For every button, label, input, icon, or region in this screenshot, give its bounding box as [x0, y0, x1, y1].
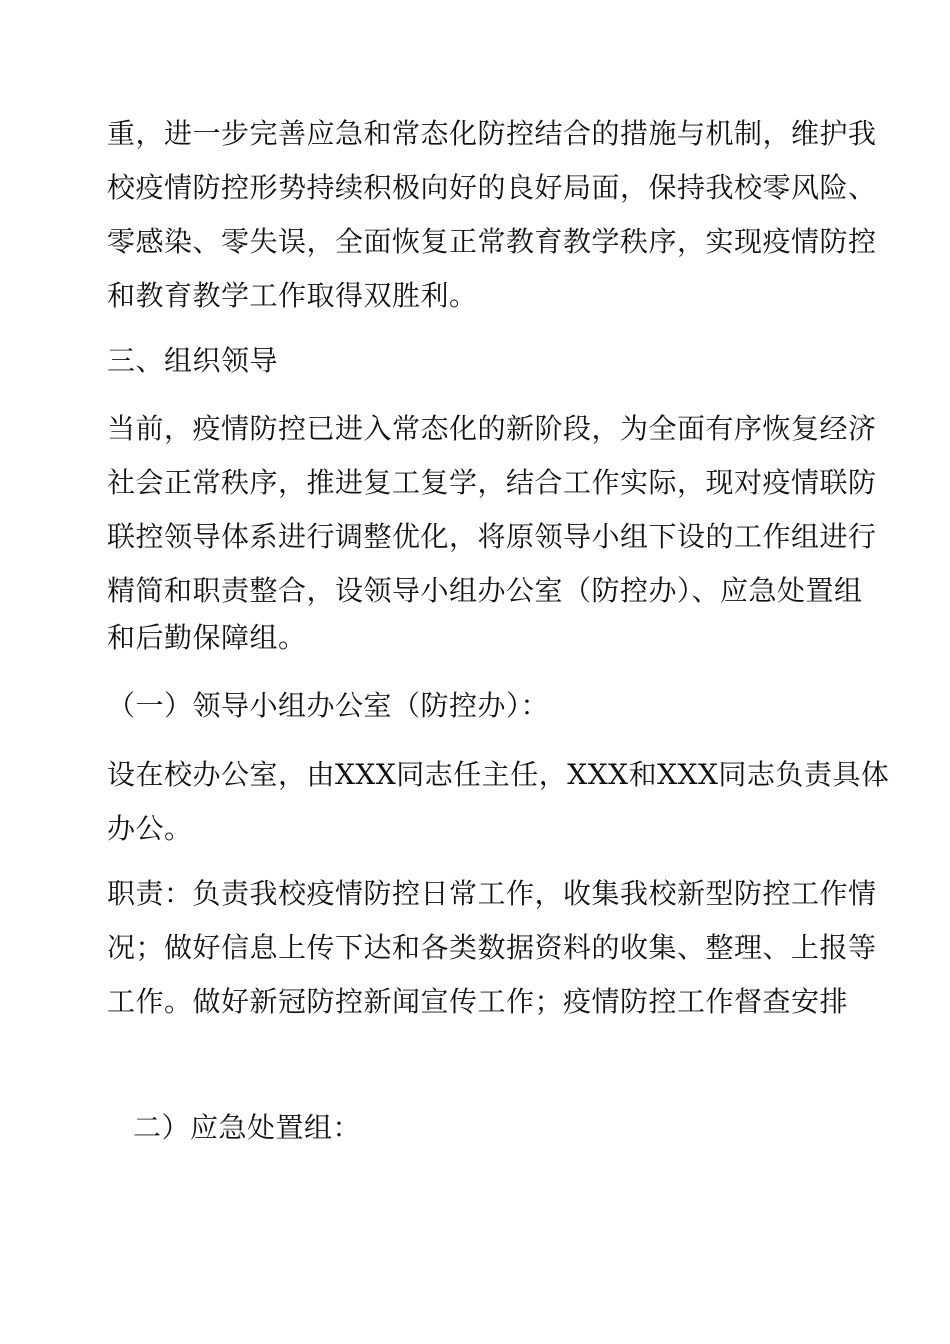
para2-line-3: 联控领导体系进行调整优化，将原领导小组下设的工作组进行 — [107, 520, 877, 553]
sub1-body-line-2: 办公。 — [107, 812, 193, 845]
para1-line-4: 和教育教学工作取得双胜利。 — [107, 279, 478, 312]
para2-line-2: 社会正常秩序，推进复工复学，结合工作实际，现对疫情联防 — [107, 466, 877, 499]
para1-line-2: 校疫情防控形势持续积极向好的良好局面，保持我校零风险、 — [107, 171, 877, 204]
para2-line-1: 当前，疫情防控已进入常态化的新阶段，为全面有序恢复经济 — [107, 412, 877, 445]
section-heading-3: 三、组织领导 — [107, 344, 279, 377]
duties-line-1: 职责：负责我校疫情防控日常工作，收集我校新型防控工作情 — [107, 877, 877, 910]
para2-line-4: 精简和职责整合，设领导小组办公室（防控办）、应急处置组 — [107, 574, 863, 607]
duties-line-3: 工作。做好新冠防控新闻宣传工作；疫情防控工作督查安排 — [107, 985, 849, 1018]
para2-line-5: 和后勤保障组。 — [107, 621, 307, 654]
subsection-heading-1: （一）领导小组办公室（防控办）： — [107, 689, 550, 722]
duties-line-2: 况；做好信息上传下达和各类数据资料的收集、整理、上报等 — [107, 931, 877, 964]
para1-line-1: 重，进一步完善应急和常态化防控结合的措施与机制，维护我 — [107, 117, 877, 150]
subsection-heading-2: 二）应急处置组： — [133, 1111, 362, 1144]
sub1-body-line-1: 设在校办公室，由XXX同志任主任，XXX和XXX同志负责具体 — [107, 758, 890, 791]
para1-line-3: 零感染、零失误，全面恢复正常教育教学秩序，实现疫情防控 — [107, 225, 877, 258]
